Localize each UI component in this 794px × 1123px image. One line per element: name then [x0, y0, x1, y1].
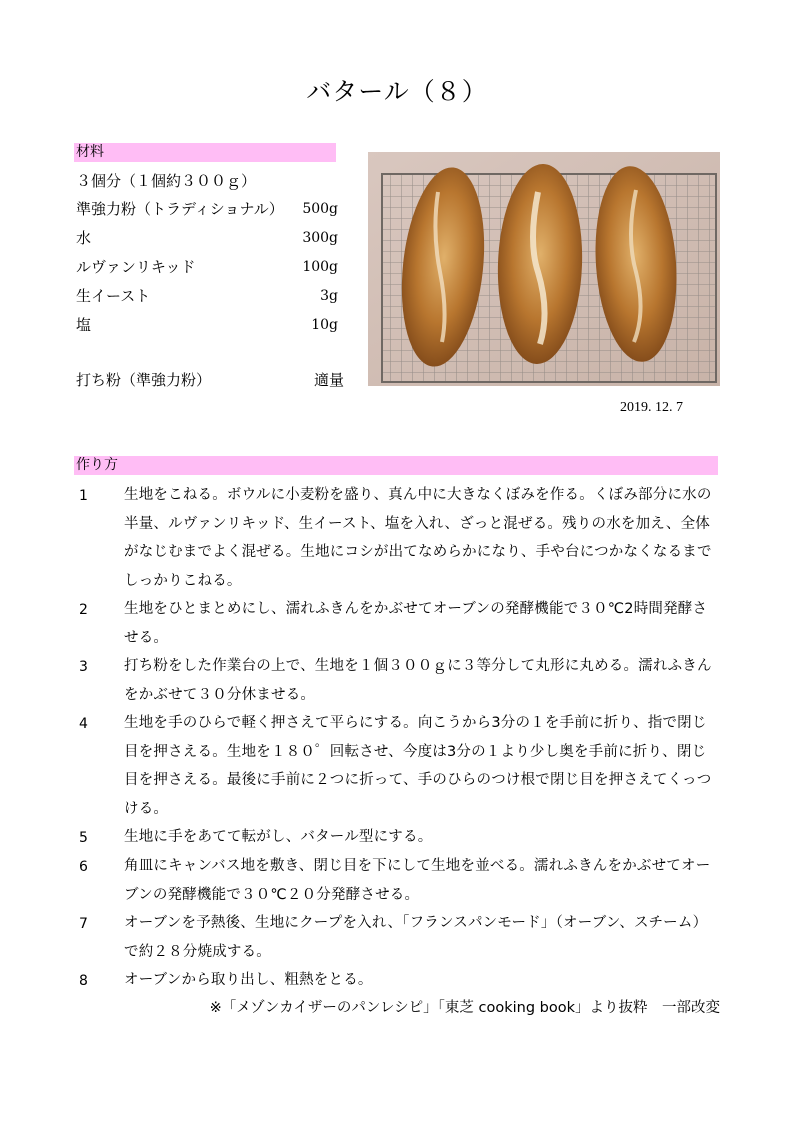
ingredient-name: 準強力粉（トラディショナル） — [76, 200, 284, 218]
ingredient-row — [76, 314, 338, 336]
ingredient-amount: 10g — [311, 317, 338, 333]
step-text: 生地を手のひらで軽く押さえて平らにする。向こうから3分の１を手前に折り、指で閉じ目を押さえる。生地を１８０゜回転させ、今度は3分の１より少し奥を手前に折り、閉じ目を押さえる。最後に手前に２つに折って、手のひらのつけ根で閉じ目を押さえてくっつける。 — [124, 715, 712, 817]
ingredient-name: 生イースト — [76, 287, 151, 305]
ingredient-amount: 3g — [320, 288, 338, 304]
ingredient-row-dusting — [76, 369, 344, 391]
ingredient-name: 水 — [76, 229, 92, 247]
source-note: ※「メゾンカイザーのパンレシピ」「東芝 cooking book」より抜粋 一部改変 — [209, 1000, 720, 1016]
date-text: 2019. 12. 7 — [620, 400, 683, 415]
step-number: 8 — [79, 973, 88, 989]
ingredient-row — [76, 227, 338, 249]
step-text: オーブンから取り出し、粗熱をとる。 — [124, 972, 373, 988]
ingredient-amount: 500g — [302, 201, 338, 217]
ingredient-amount: 300g — [302, 230, 338, 246]
step-number: 3 — [79, 659, 88, 675]
ingredient-name: 塩 — [76, 316, 92, 334]
bread-photo — [368, 152, 720, 386]
step-number: 5 — [79, 830, 88, 846]
materials-header: 材料 — [74, 143, 336, 162]
step-number: 6 — [79, 859, 88, 875]
step-number: 1 — [79, 488, 88, 504]
ingredient-amount: 適量 — [313, 371, 344, 389]
ingredient-row — [76, 285, 338, 307]
method-header: 作り方 — [74, 456, 718, 475]
ingredient-name: ルヴァンリキッド — [76, 258, 196, 276]
step-text: 生地をひとまとめにし、濡れふきんをかぶせてオーブンの発酵機能で３０℃2時間発酵させる。 — [124, 601, 708, 646]
ingredient-row — [76, 256, 338, 278]
yield-text: ３個分（１個約３００ｇ） — [76, 172, 257, 190]
step-text: 角皿にキャンバス地を敷き、閉じ目を下にして生地を並べる。濡れふきんをかぶせてオーブンの発酵機能で３０℃２０分発酵させる。 — [124, 858, 711, 903]
step-text: 生地をこねる。ボウルに小麦粉を盛り、真ん中に大きなくぼみを作る。くぼみ部分に水の半量、ルヴァンリキッド、生イースト、塩を入れ、ざっと混ぜる。残りの水を加え、全体がなじむまでよく混ぜる。生地にコシが出てなめらかになり、手や台につかなくなるまでしっかりこねる。 — [124, 487, 712, 589]
step-text: 生地に手をあてて転がし、バタール型にする。 — [124, 829, 433, 845]
ingredient-name: 打ち粉（準強力粉） — [76, 371, 212, 389]
page-title: バタール（８） — [306, 77, 488, 106]
step-number: 7 — [79, 916, 88, 932]
ingredient-amount: 100g — [302, 259, 338, 275]
step-text: 打ち粉をした作業台の上で、生地を１個３００ｇに３等分して丸形に丸める。濡れふきんをかぶせて３０分休ませる。 — [124, 658, 712, 703]
step-number: 2 — [79, 602, 88, 618]
ingredient-row — [76, 198, 338, 220]
step-text: オーブンを予熱後、生地にクープを入れ、「フランスパンモード」（オーブン、スチーム）で約２８分焼成する。 — [124, 915, 708, 960]
step-number: 4 — [79, 716, 88, 732]
